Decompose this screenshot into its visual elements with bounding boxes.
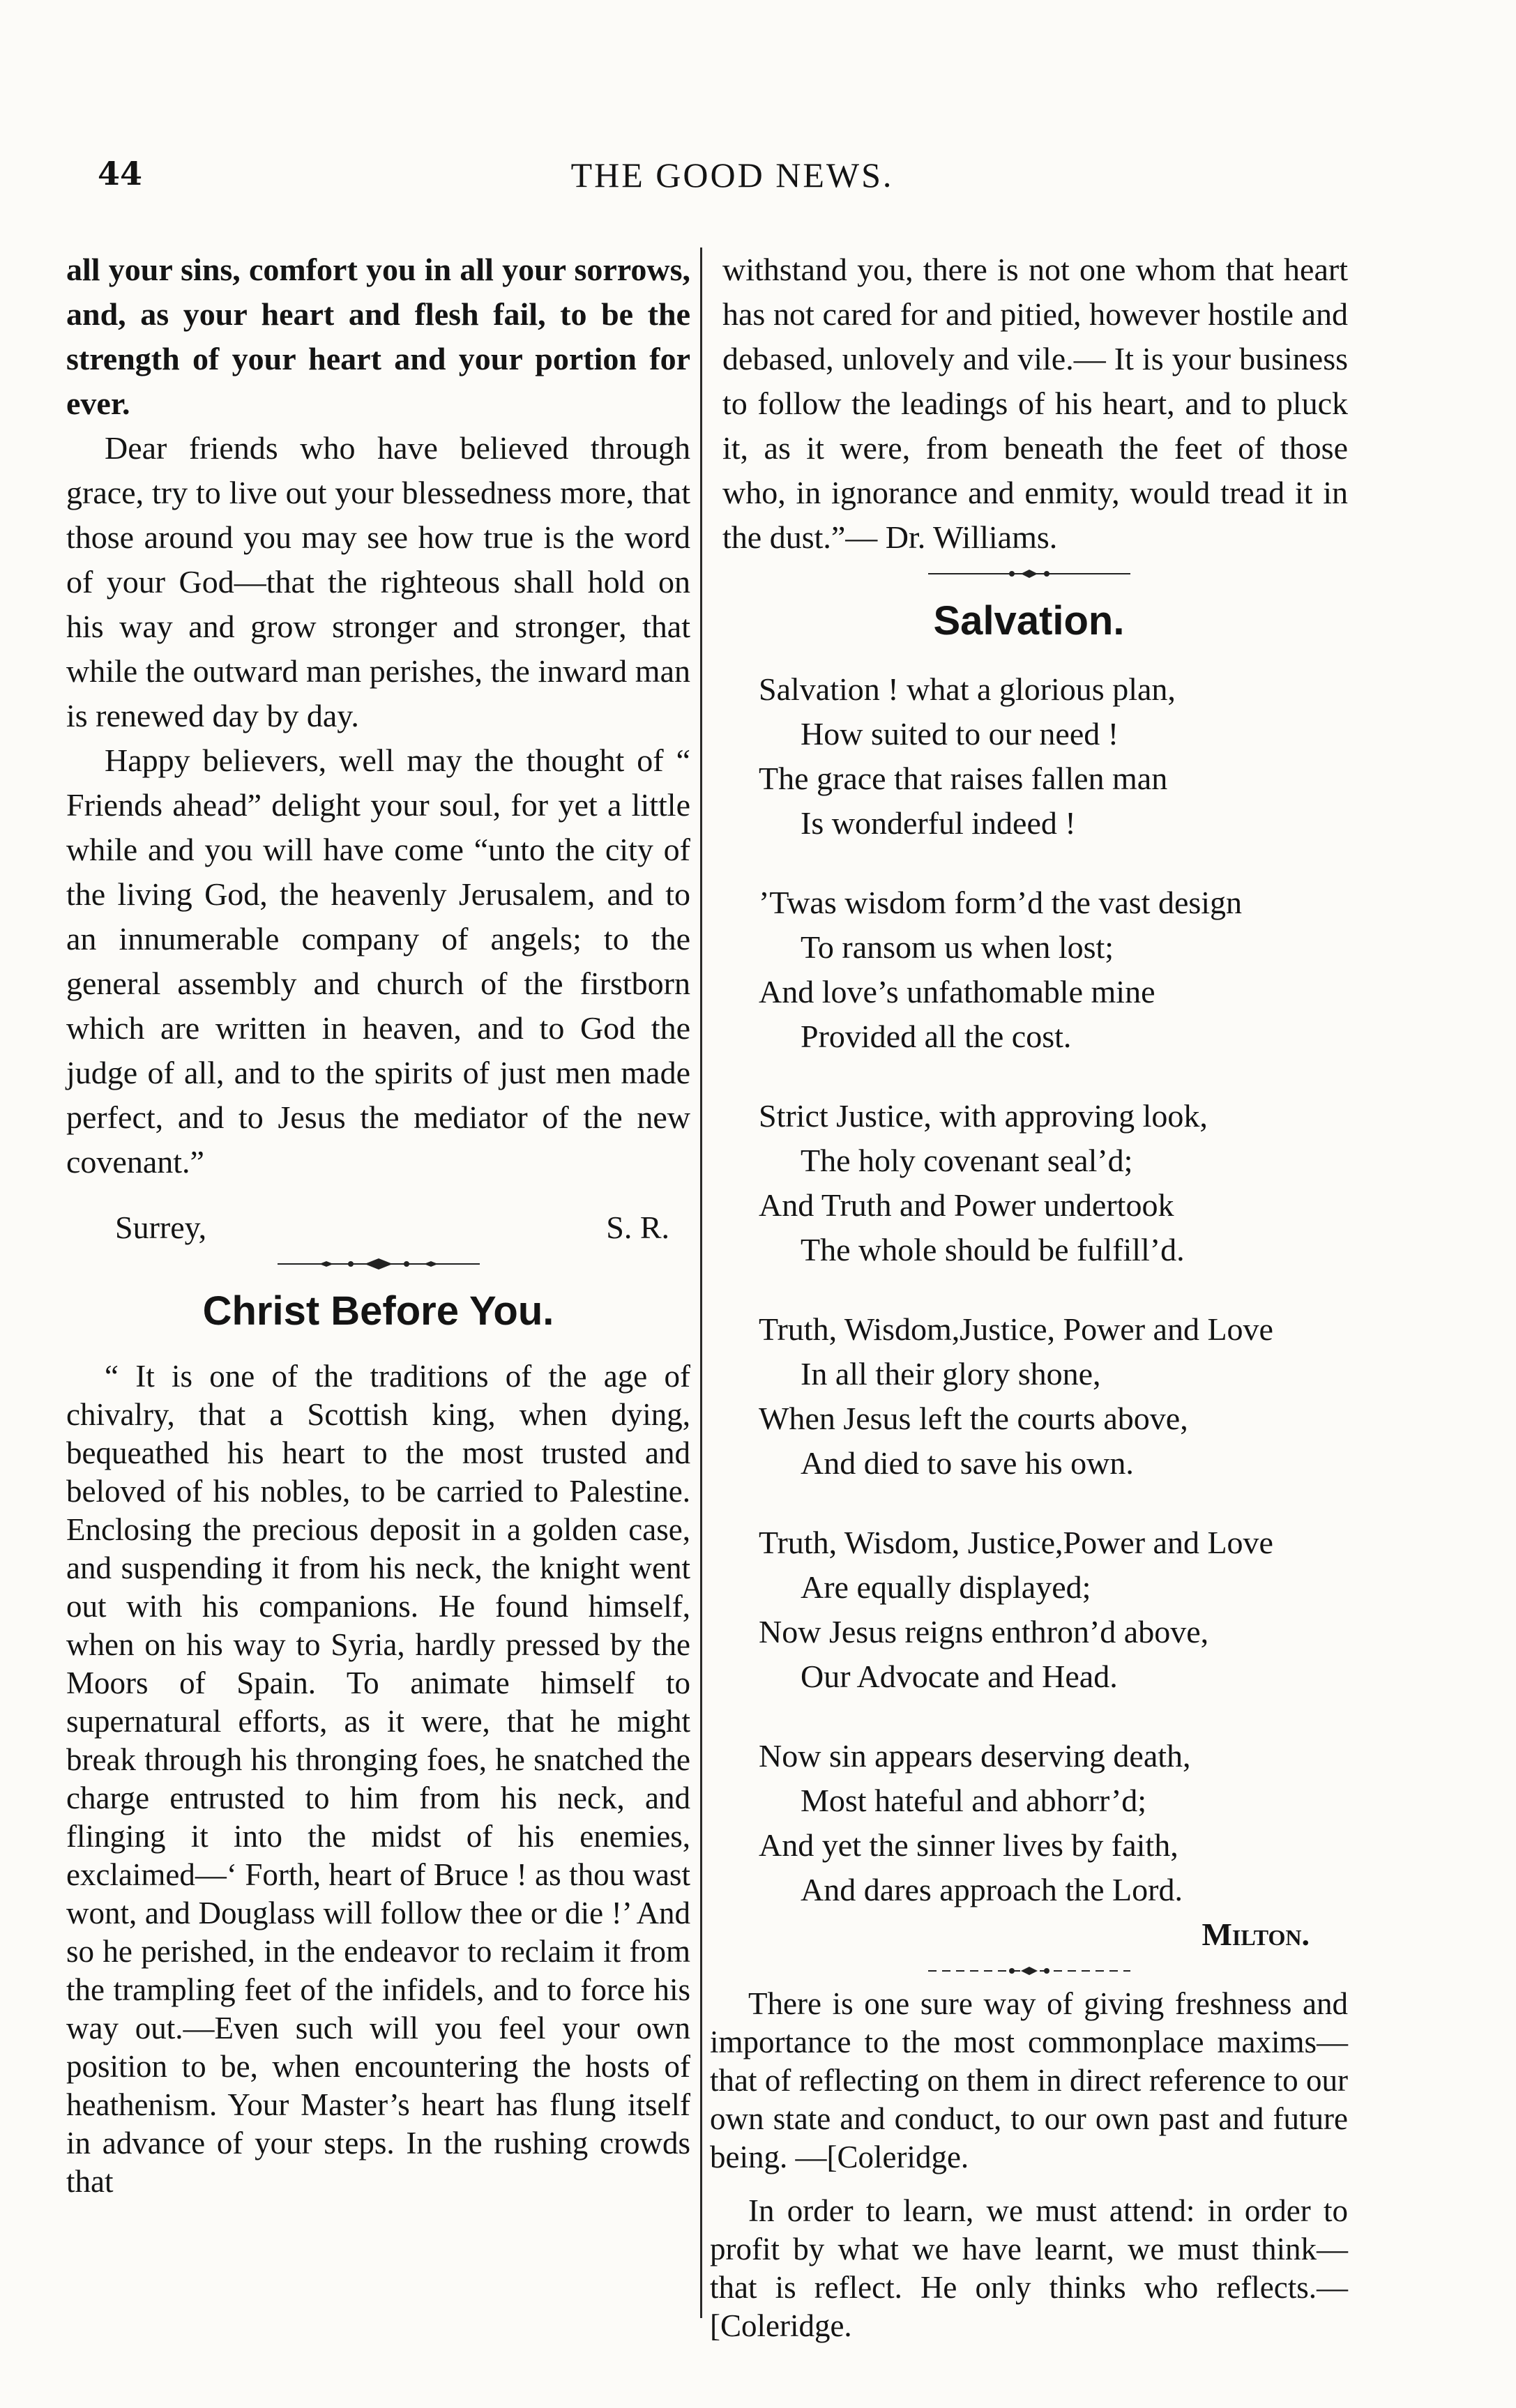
poem-stanza <box>759 1307 1348 1486</box>
signature-line <box>66 1205 690 1250</box>
article-heading-christ-before-you: Christ Before You. <box>202 1288 554 1334</box>
poem-line: The whole should be fulfill’d. <box>801 1232 1185 1267</box>
poem-line: The grace that raises fallen man <box>759 761 1168 796</box>
ornament-rule-icon <box>278 1257 480 1271</box>
ornament-rule-icon <box>928 567 1130 581</box>
poem-line: And dares approach the Lord. <box>801 1872 1183 1907</box>
poem-line: The holy covenant seal’d; <box>801 1143 1133 1178</box>
poem-line: Now sin appears deserving death, <box>759 1738 1191 1774</box>
left-column <box>66 247 690 2201</box>
quote-coleridge-2: In order to learn, we must attend: in order to profit by what we have learnt, we must think—that is reflect. He only thinks who reflects.—[Coleridge. <box>710 2193 1348 2343</box>
poem-stanza <box>759 881 1348 1059</box>
poem-line: And yet the sinner lives by faith, <box>759 1827 1178 1863</box>
ornamental-divider <box>710 560 1348 588</box>
poem-line: Our Advocate and Head. <box>801 1659 1118 1694</box>
poem-stanza <box>759 1521 1348 1699</box>
poem-line: Truth, Wisdom,Justice, Power and Love <box>759 1311 1273 1347</box>
poem-line: Are equally displayed; <box>801 1569 1091 1605</box>
poem-line: Truth, Wisdom, Justice,Power and Love <box>759 1525 1273 1560</box>
right-column <box>710 247 1348 2345</box>
page-number: 44 <box>98 155 143 192</box>
poem-line: Salvation ! what a glorious plan, <box>759 671 1176 707</box>
paragraph-happy-believers: Happy believers, well may the thought of “ Friends ahead” delight your soul, for yet a little while and you will have come “unto the city of the living God, the heavenly Jerusalem, and to an innumerable company of angels; to the general assembly and church of the firstborn which are written in heaven, and to God the judge of all, and to the spirits of just men made perfect, and to Jesus the mediator of the new covenant.” <box>66 742 690 1180</box>
poem-stanza <box>759 1734 1348 1912</box>
poem-line: Most hateful and abhorr’d; <box>801 1783 1147 1818</box>
poem-line: Now Jesus reigns enthron’d above, <box>759 1614 1209 1649</box>
paragraph-continued-right: withstand you, there is not one whom that heart has not cared for and pitied, however hostile and debased, unlovely and vile.— It is your business to follow the leadings of his heart, and to pluck it, as it were, from beneath the feet of those who, in ignorance and enmity, would tread it in the dust.”— Dr. Williams. <box>722 252 1348 555</box>
paragraph-dear-friends: Dear friends who have believed through grace, try to live out your blessedness more, that those around you may see how true is the word of your God—that the righteous shall hold on his way and grow stronger and stronger, that while the outward man perishes, the inward man is renewed day by day. <box>66 430 690 733</box>
poem-line: When Jesus left the courts above, <box>759 1401 1188 1436</box>
poem-author: Milton. <box>1202 1917 1310 1952</box>
quote-coleridge-1: There is one sure way of giving freshness and importance to the most commonplace maxims—that of reflecting on them in direct reference to our own state and conduct, to our own past and future being. —[Coleridge. <box>710 1986 1348 2174</box>
signature-initials: S. R. <box>606 1210 669 1245</box>
ornamental-divider <box>66 1250 690 1278</box>
ornamental-divider <box>710 1957 1348 1985</box>
poem-line: ’Twas wisdom form’d the vast design <box>759 885 1243 920</box>
signature-place: Surrey, <box>115 1210 207 1245</box>
poem-line: To ransom us when lost; <box>801 929 1114 965</box>
column-rule <box>700 247 702 2318</box>
poem-line: And died to save his own. <box>801 1445 1134 1481</box>
poem-heading-salvation: Salvation. <box>933 598 1125 643</box>
poem-line: In all their glory shone, <box>801 1356 1101 1392</box>
poem-stanza <box>759 667 1348 846</box>
poem-salvation <box>759 667 1348 1912</box>
running-title: THE GOOD NEWS. <box>570 155 894 195</box>
poem-line: And Truth and Power undertook <box>759 1187 1174 1223</box>
article-christ-before-you: “ It is one of the traditions of the age of chivalry, that a Scottish king, when dying, bequeathed his heart to the most trusted and beloved of his nobles, to be carried to Palestine. Enclosing the precious deposit in a golden case, and suspending it from his neck, the knight went out with his companions. He found himself, when on his way to Syria, hardly pressed by the Moors of Spain. To animate himself to supernatural efforts, as it were, that he might break through his thronging foes, he snatched the charge entrusted to him from his neck, and flinging it into the midst of his enemies, exclaimed—‘ Forth, heart of Bruce ! as thou wast wont, and Douglass will follow thee or die !’ And so he perished, in the endeavor to reclaim it from the trampling feet of the infidels, and to force his way out.—Even such will you feel your own position to be, when encountering the hosts of heathenism. Your Master’s heart has flung itself in advance of your steps. In the rushing crowds that <box>66 1359 690 2199</box>
poem-line: How suited to our need ! <box>801 716 1119 752</box>
poem-line: And love’s unfathomable mine <box>759 974 1155 1009</box>
ornament-rule-icon <box>928 1964 1130 1978</box>
poem-stanza <box>759 1094 1348 1272</box>
poem-line: Strict Justice, with approving look, <box>759 1098 1208 1134</box>
page-header <box>0 155 1516 204</box>
paragraph-continued: all your sins, comfort you in all your sorrows, and, as your heart and flesh fail, to be the strength of your heart and your portion for ever. <box>66 252 690 421</box>
poem-line: Is wonderful indeed ! <box>801 805 1076 841</box>
poem-line: Provided all the cost. <box>801 1019 1072 1054</box>
